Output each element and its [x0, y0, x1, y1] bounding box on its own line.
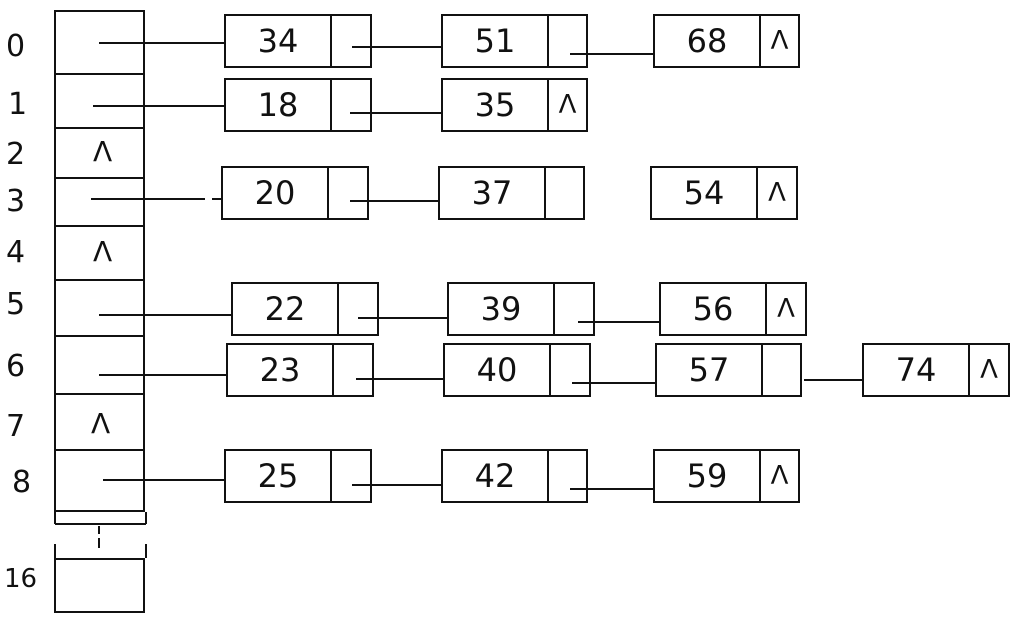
chain-node-57 [655, 343, 802, 397]
chain-node-56 [659, 282, 807, 336]
index-label-5: 5 [6, 287, 26, 322]
node-pointer [546, 168, 583, 218]
node-pointer [329, 168, 367, 218]
null-marker-bucket-2: Λ [93, 135, 113, 168]
node-key: 74 [864, 345, 970, 395]
node-null-pointer: Λ [980, 355, 998, 385]
index-label-3: 3 [6, 184, 26, 219]
index-label-8: 8 [12, 465, 32, 500]
node-pointer [555, 284, 593, 334]
node-key: 20 [223, 168, 329, 218]
node-key: 51 [443, 16, 549, 66]
node-key: 39 [449, 284, 555, 334]
node-key: 23 [228, 345, 334, 395]
index-label-0: 0 [6, 29, 26, 64]
node-null-pointer: Λ [768, 178, 786, 208]
node-key: 59 [655, 451, 761, 501]
node-key: 42 [443, 451, 549, 501]
index-label-16: 16 [4, 564, 38, 594]
node-key: 18 [226, 80, 332, 130]
node-null-pointer: Λ [558, 90, 577, 120]
node-key: 37 [440, 168, 546, 218]
chain-node-74 [862, 343, 1010, 397]
node-key: 25 [226, 451, 332, 501]
index-label-2: 2 [6, 137, 26, 172]
null-marker-bucket-4: Λ [93, 235, 113, 268]
index-label-7: 7 [6, 409, 26, 444]
node-pointer [332, 451, 370, 501]
node-null-pointer: Λ [777, 294, 795, 324]
chain-node-25 [224, 449, 372, 503]
node-key: 54 [652, 168, 758, 218]
node-pointer [334, 345, 372, 395]
node-key: 35 [443, 80, 549, 130]
chain-node-22 [231, 282, 379, 336]
node-pointer [339, 284, 377, 334]
node-pointer [551, 345, 589, 395]
node-pointer [332, 16, 370, 66]
node-key: 68 [655, 16, 761, 66]
null-marker-bucket-7: Λ [91, 407, 111, 440]
chain-node-18 [224, 78, 372, 132]
chain-node-68 [653, 14, 800, 68]
index-label-1: 1 [8, 87, 28, 122]
chain-node-34 [224, 14, 372, 68]
node-null-pointer: Λ [770, 26, 789, 56]
index-label-4: 4 [6, 235, 26, 270]
node-pointer [332, 80, 370, 130]
node-key: 56 [661, 284, 767, 334]
node-key: 22 [233, 284, 339, 334]
node-pointer [763, 345, 800, 395]
node-pointer [549, 451, 586, 501]
node-key: 34 [226, 16, 332, 66]
chain-node-54 [650, 166, 798, 220]
index-label-6: 6 [6, 349, 26, 384]
chain-node-35 [441, 78, 588, 132]
chain-node-59 [653, 449, 800, 503]
chain-node-37 [438, 166, 585, 220]
node-key: 57 [657, 345, 763, 395]
node-key: 40 [445, 345, 551, 395]
chain-node-42 [441, 449, 588, 503]
chain-node-39 [447, 282, 595, 336]
node-null-pointer: Λ [770, 461, 789, 491]
chain-node-23 [226, 343, 374, 397]
chain-node-20 [221, 166, 369, 220]
chain-node-40 [443, 343, 591, 397]
chain-node-51 [441, 14, 588, 68]
node-pointer [549, 16, 586, 66]
